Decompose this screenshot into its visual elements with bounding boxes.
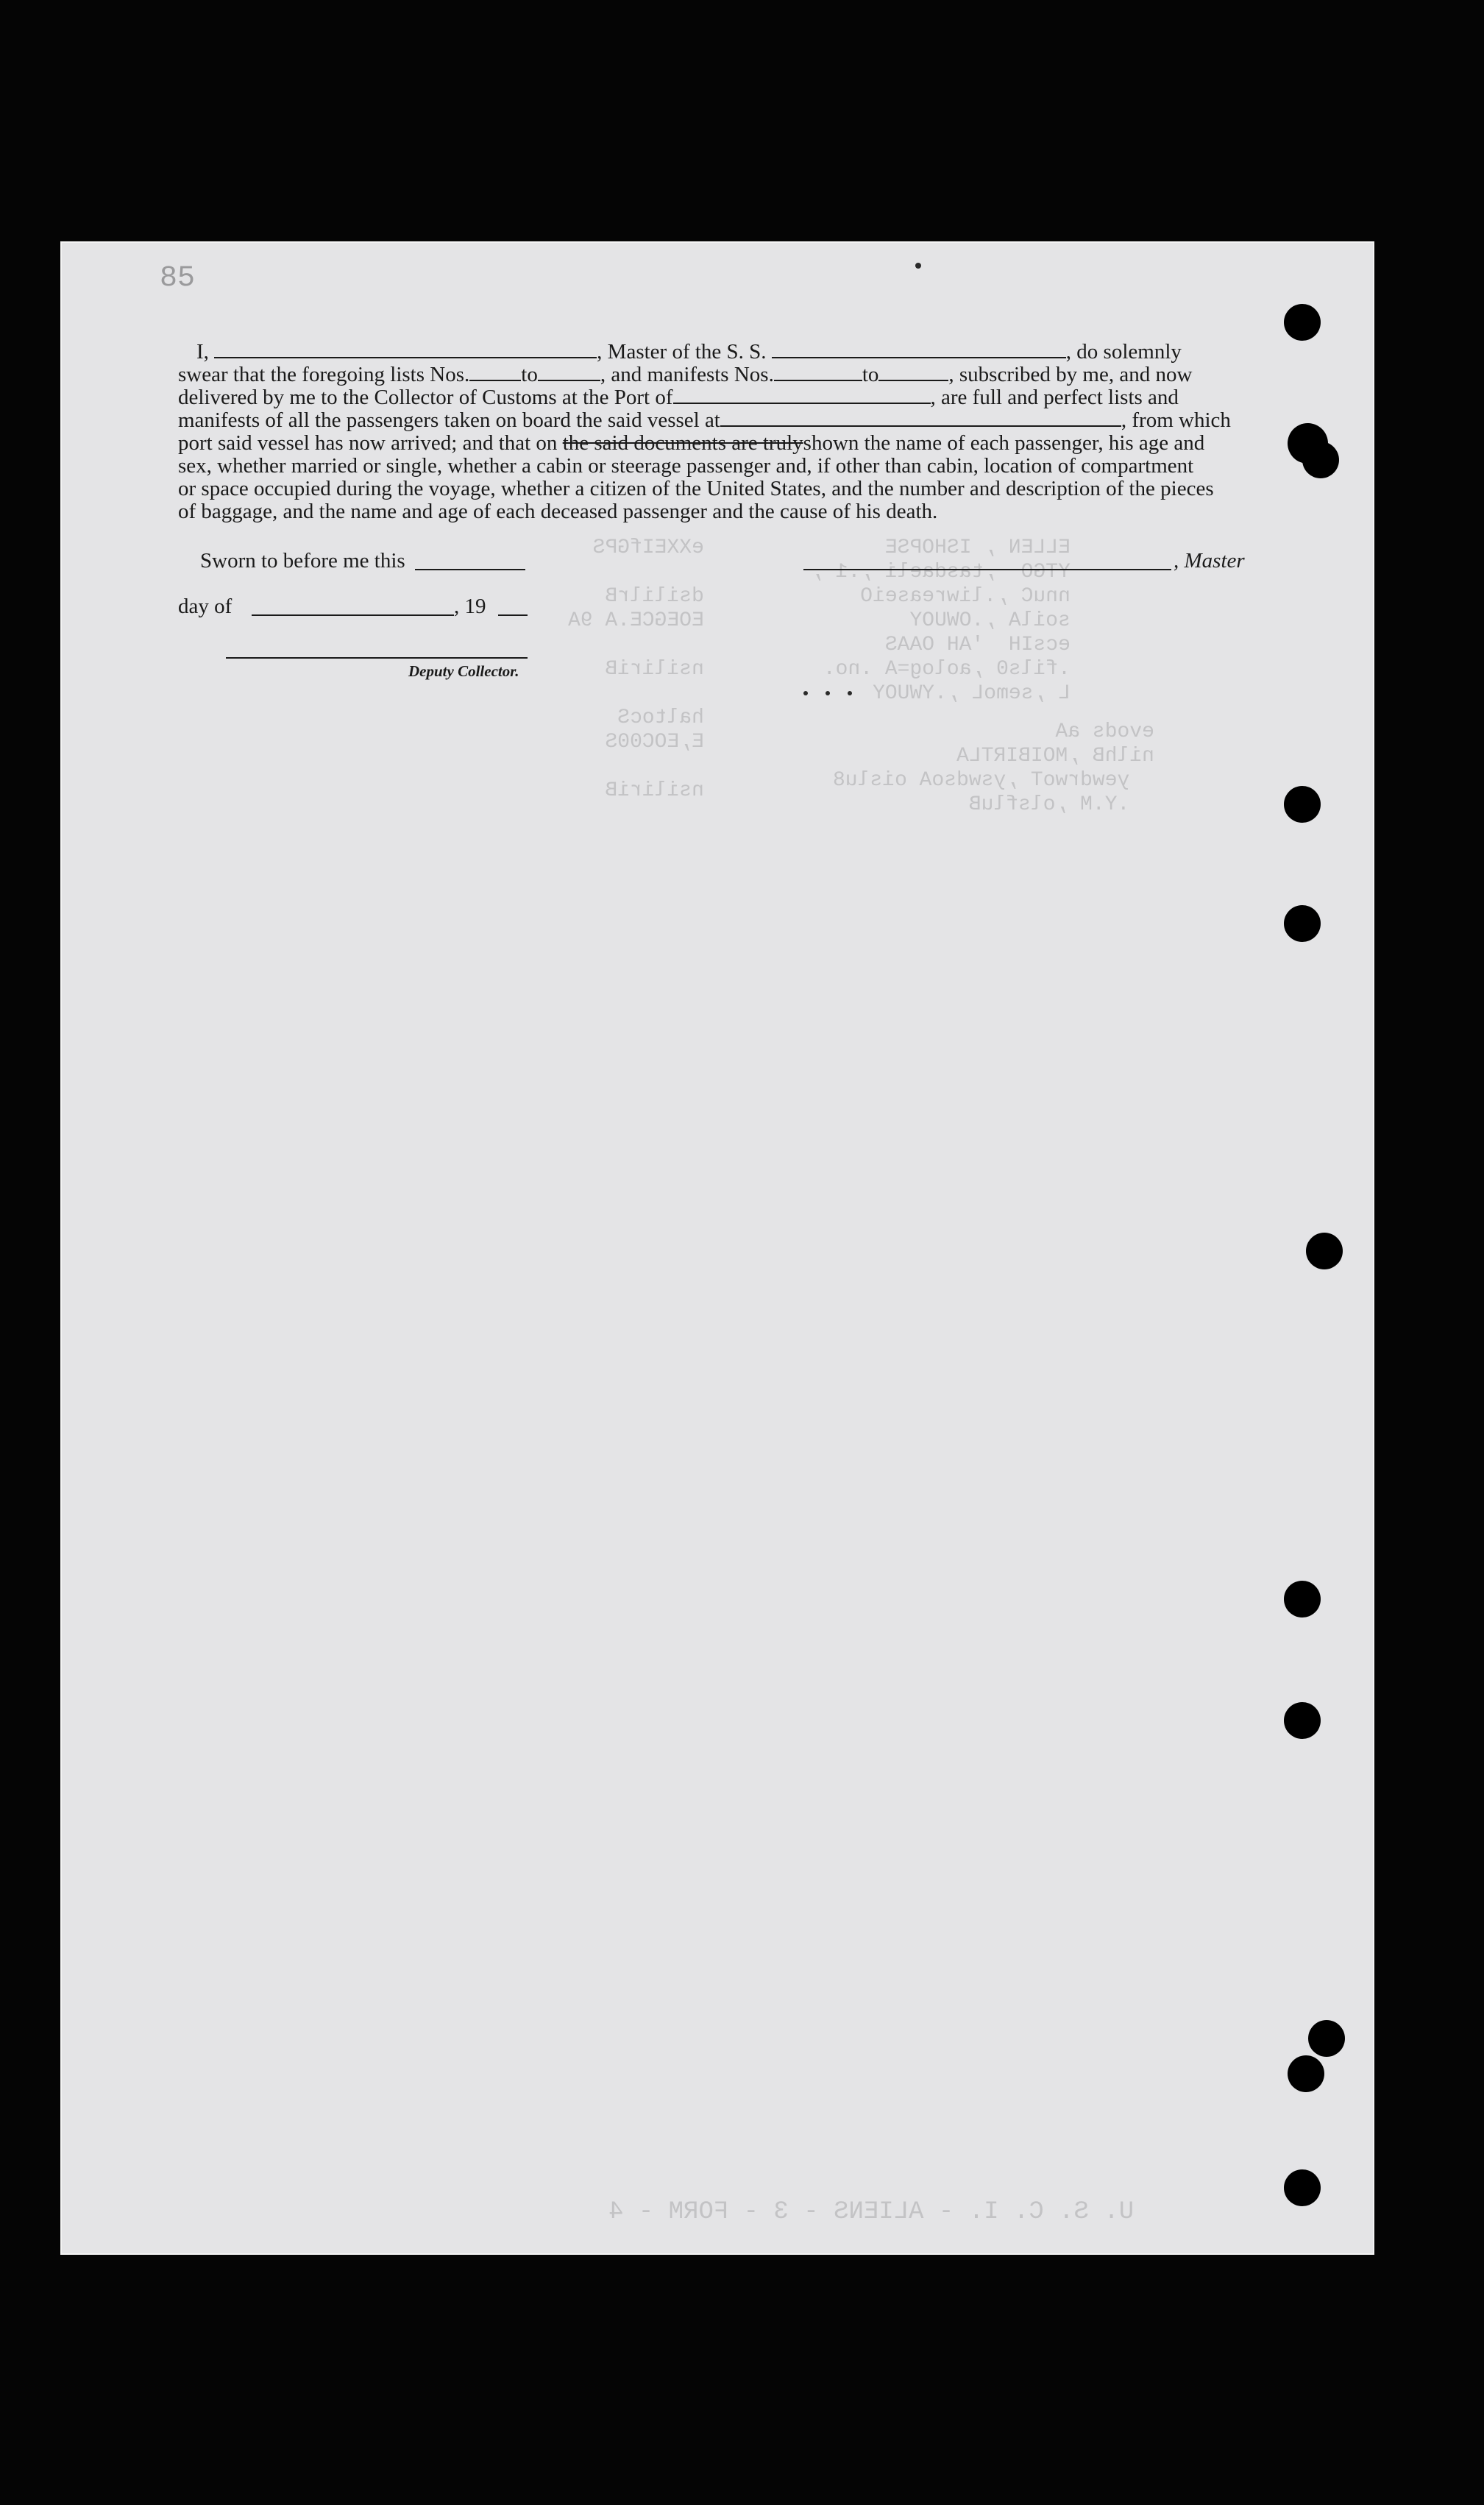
oath-paragraph (178, 341, 1315, 523)
sworn-day-blank (415, 569, 525, 570)
ink-mark (826, 691, 830, 695)
oath-text: shown the name of each passenger, his age and (803, 431, 1205, 455)
oath-text: , from which (1121, 408, 1231, 432)
year-row (454, 595, 486, 619)
lists-from-blank (469, 364, 521, 381)
deputy-collector-label: Deputy Collector. (408, 662, 519, 680)
master-signature-line (803, 569, 1171, 570)
oath-text: manifests of all the passengers taken on board the said vessel at (178, 408, 720, 432)
oath-line-2 (178, 364, 1315, 386)
oath-line-3 (178, 386, 1315, 409)
manifest-page (60, 241, 1374, 2255)
bleed-through-block-2: eXXEIfGPS dsililrB EOEGCE.A 9A nsiliriB haltocS E,EOC00S nsiliriB (568, 536, 704, 802)
master-signature-row (1174, 549, 1245, 573)
oath-line-5 (178, 432, 1315, 455)
punch-hole (1308, 2020, 1345, 2057)
oath-text: , and manifests Nos. (600, 363, 774, 386)
deputy-collector-line (226, 657, 528, 659)
oath-text: , subscribed by me, and now (948, 363, 1193, 386)
sworn-to-row (200, 549, 405, 573)
oath-text: , Master of the S. S. (597, 340, 767, 364)
departure-port-blank (720, 409, 1121, 427)
oath-text: , do solemnly (1065, 340, 1182, 364)
punch-hole (1284, 2169, 1321, 2206)
page-number: 85 (160, 262, 196, 295)
oath-text: to (521, 363, 538, 386)
punch-hole (1284, 1581, 1321, 1618)
bleed-through-block-1: ELLEN , ISHOPSE YTGO ,tasdaeli ,.1 , nnuC ,.liwreaseiO soilA ,.OWUOY ecsIH 'AH OAAS .fils0 ,aolog=A .no. L ,semoL ,.YWUOY (811, 536, 1071, 705)
oath-text: I, (196, 340, 209, 364)
manifests-from-blank (774, 364, 862, 381)
month-blank (252, 614, 454, 616)
ink-mark (848, 691, 852, 695)
day-of-label: day of (178, 595, 232, 618)
oath-text: swear that the foregoing lists Nos. (178, 363, 470, 386)
lists-to-blank (538, 364, 600, 381)
ship-name-blank (772, 341, 1066, 358)
oath-text: to (862, 363, 879, 386)
master-name-blank (214, 341, 597, 358)
ink-mark (803, 691, 808, 695)
manifests-to-blank (878, 364, 948, 381)
master-label: , Master (1174, 549, 1245, 573)
port-blank (673, 386, 931, 404)
bleed-through-footer: U. S. C. I. - ALIENS - 3 - FORM - 4 (608, 2198, 1135, 2226)
punch-hole (1284, 304, 1321, 341)
oath-line-7: or space occupied during the voyage, whether a citizen of the United States, and the number and description of the pieces (178, 477, 1214, 500)
oath-text: port said vessel has now arrived; and that on (178, 431, 558, 455)
struck-text: the said documents are truly (562, 431, 803, 455)
oath-line-6: sex, whether married or single, whether a cabin or steerage passenger and, if other than cabin, location of compartment (178, 454, 1194, 478)
ink-mark (915, 263, 921, 269)
punch-hole (1306, 1233, 1343, 1269)
punch-hole (1288, 2055, 1324, 2092)
punch-hole (1284, 786, 1321, 823)
deputy-collector-row (408, 662, 519, 681)
punch-hole (1302, 442, 1339, 478)
year-blank (498, 614, 528, 616)
oath-line-1 (178, 341, 1315, 364)
oath-line-8: of baggage, and the name and age of each deceased passenger and the cause of his death. (178, 500, 938, 523)
day-of-row (178, 595, 232, 619)
oath-text: delivered by me to the Collector of Customs at the Port of (178, 386, 673, 409)
bleed-through-block-3: evods aA nilhB ,MOIBIRTLA yewdrwoT ,yswdsoA oislu8 .Y.M ,olsfluB (833, 720, 1154, 816)
year-prefix: , 19 (454, 595, 486, 618)
oath-text: , are full and perfect lists and (930, 386, 1179, 409)
punch-hole (1284, 905, 1321, 942)
punch-hole (1284, 1702, 1321, 1739)
sworn-to-label: Sworn to before me this (200, 549, 405, 573)
oath-line-4 (178, 409, 1315, 432)
